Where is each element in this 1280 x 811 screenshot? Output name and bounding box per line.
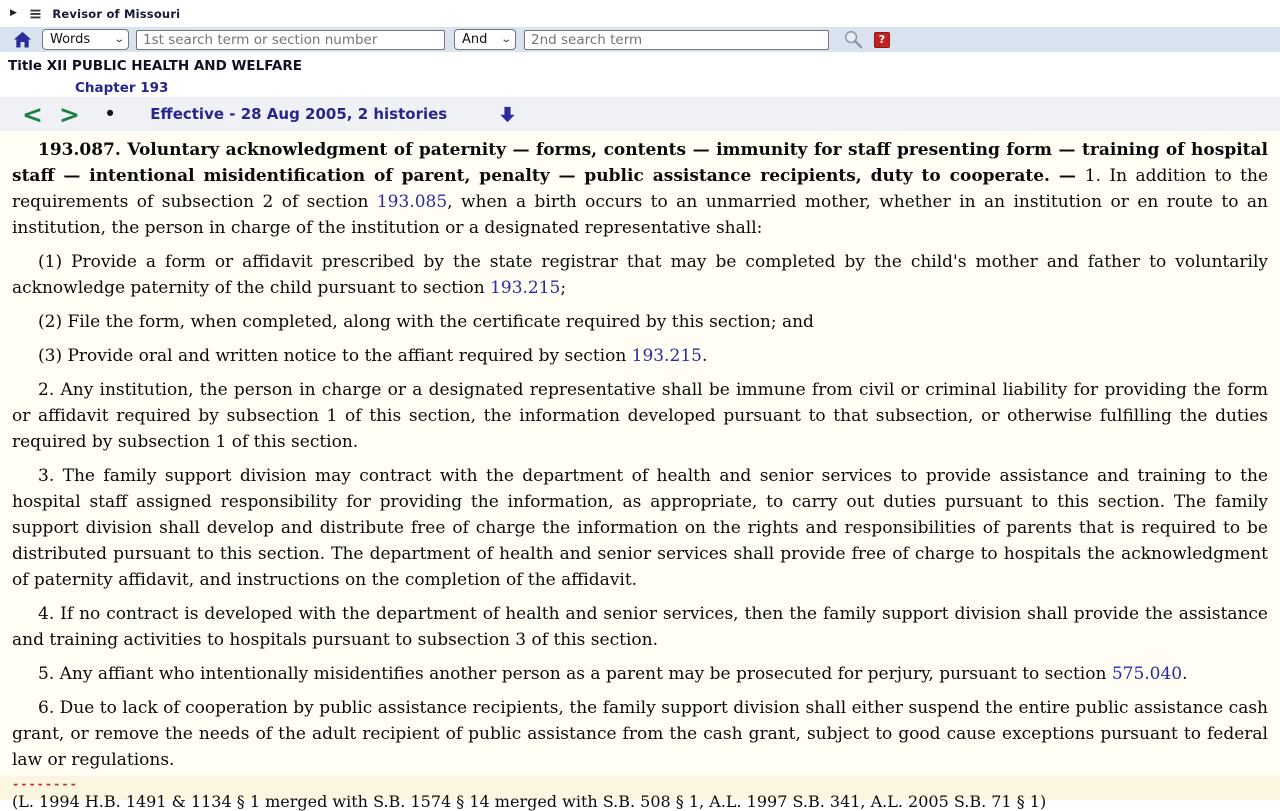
- expand-tree-icon[interactable]: ▶: [10, 8, 17, 18]
- breadcrumb: [0, 52, 1280, 97]
- statute-run: 3. The family support division may contract with the department of health and senior services to provide assistance and training to the hospital staff assigned responsibility for providing the information, as appropriate, to carry out duties pursuant to this section. The family support division shall develop and distribute free of charge the information on the rights and responsibilities of parents that is required to be distributed pursuant to this section. The department of health and senior services shall provide free of charge to hospitals the acknowledgment of paternity affidavit, and instructions on the completion of the affidavit.: [12, 466, 1268, 590]
- statute-run: 5. Any affiant who intentionally misidentifies another person as a parent may be prosecuted for perjury, pursuant to section: [38, 664, 1112, 684]
- search-mode-value: Words: [50, 32, 91, 47]
- statute-run: , when a birth occurs to an unmarried mother, whether in an institution or en route to an institution, the person in charge of the institution or a designated representative shall:: [12, 192, 1268, 238]
- section-reference-link[interactable]: 193.215: [631, 346, 702, 366]
- section-reference-link[interactable]: 575.040: [1111, 664, 1183, 684]
- statute-run: ;: [560, 278, 567, 298]
- next-section-button[interactable]: >: [58, 99, 80, 129]
- effective-date-link[interactable]: Effective - 28 Aug 2005, 2 histories: [150, 105, 448, 123]
- bullet-icon: •: [103, 101, 117, 126]
- history-footnote: [0, 776, 1280, 811]
- history-citation: (L. 1994 H.B. 1491 & 1134 § 1 merged with S.B. 1574 § 14 merged with S.B. 508 § 1, A.L. 1997 S.B. 341, A.L. 2005 S.B. 71 § 1): [12, 792, 1047, 811]
- statute-text: [0, 131, 1280, 776]
- title-heading: Title XII PUBLIC HEALTH AND WELFARE: [8, 58, 302, 74]
- search-operator-value: And: [462, 32, 488, 47]
- chevron-down-icon: ⌄: [112, 34, 125, 45]
- search-bar: [0, 27, 1280, 52]
- statute-run: (2) File the form, when completed, along with the certificate required by this section; and: [38, 312, 814, 332]
- search-term1-input[interactable]: [136, 30, 445, 50]
- statute-paragraph: [12, 377, 1268, 455]
- search-mode-select[interactable]: [42, 29, 129, 50]
- hamburger-menu-icon[interactable]: ≡: [28, 3, 43, 23]
- statute-run: 1. In addition to the requirements of subsection 2 of section: [12, 166, 1268, 212]
- section-reference-link[interactable]: 193.215: [490, 278, 561, 298]
- statute-paragraph: [12, 343, 1268, 369]
- statute-run: 4. If no contract is developed with the department of health and senior services, then the family support division shall provide the assistance and training activities to hospitals pursuant to subsection 3 of this section.: [12, 604, 1268, 650]
- statute-run: 6. Due to lack of cooperation by public assistance recipients, the family support division shall either suspend the entire public assistance cash grant, or remove the needs of the adult recipient of public assistance from the cash grant, subject to good cause exceptions pursuant to federal law or regulations.: [12, 698, 1268, 770]
- statute-run: 2. Any institution, the person in charge or a designated representative shall be immune from civil or criminal liability for providing the form or affidavit required by subsection 1 of this section, the information developed pursuant to that subsection, or otherwise fulfilling the duties required by subsection 1 of this section.: [12, 380, 1268, 452]
- jump-down-arrow-icon[interactable]: [499, 106, 516, 123]
- search-term2-input[interactable]: [524, 30, 829, 50]
- statute-paragraph: [12, 695, 1268, 773]
- statute-paragraph: [12, 309, 1268, 335]
- chevron-down-icon: ⌄: [499, 34, 512, 45]
- statute-paragraph: [12, 249, 1268, 301]
- statute-paragraph: [12, 463, 1268, 593]
- top-bar: [0, 0, 1280, 27]
- statute-paragraph: [12, 661, 1268, 687]
- section-reference-link[interactable]: 193.085: [376, 192, 448, 212]
- search-icon[interactable]: [843, 29, 864, 50]
- home-icon[interactable]: [12, 30, 33, 50]
- app-title: Revisor of Missouri: [52, 6, 181, 21]
- statute-run: (3) Provide oral and written notice to the affiant required by section: [38, 346, 632, 366]
- statute-catchline: 193.087. Voluntary acknowledgment of paternity — forms, contents — immunity for staff presenting form — training of hospital staff — intentional misidentification of parent, penalty — public assistance recipients, duty to cooperate. —: [12, 140, 1268, 186]
- previous-section-button[interactable]: <: [22, 99, 43, 129]
- version-nav-row: [0, 97, 1280, 131]
- footnote-separator: --------: [12, 777, 78, 791]
- statute-paragraph: [12, 137, 1268, 241]
- statute-run: .: [701, 346, 708, 366]
- chapter-link[interactable]: Chapter 193: [75, 80, 169, 96]
- statute-paragraph: [12, 601, 1268, 653]
- statute-run: .: [1182, 664, 1188, 684]
- search-operator-select[interactable]: [454, 29, 516, 50]
- statute-run: (1) Provide a form or affidavit prescribed by the state registrar that may be completed by the child's mother and father to voluntarily acknowledge paternity of the child pursuant to section: [12, 252, 1268, 298]
- help-button[interactable]: ?: [874, 32, 890, 48]
